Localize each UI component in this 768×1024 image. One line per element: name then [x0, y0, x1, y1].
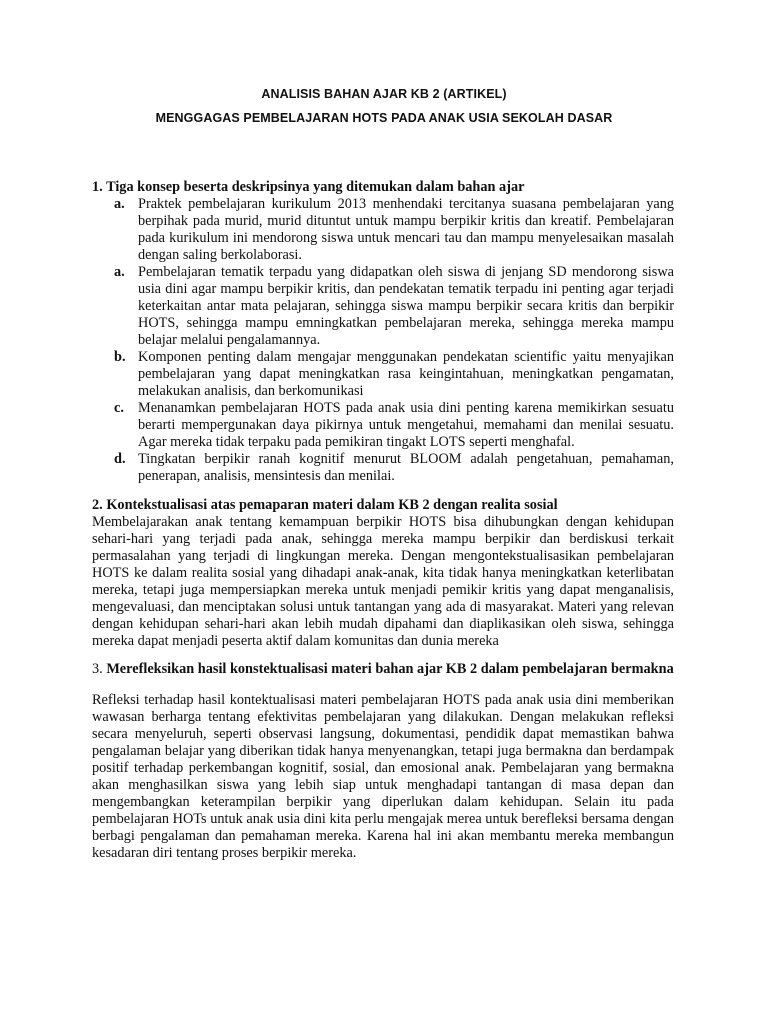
list-item-text: Pembelajaran tematik terpadu yang didapatkan oleh siswa di jenjang SD mendorong siswa usia dini agar mampu berpikir kritis, dan pendekatan tematik terpadu ini penting agar terjadi keterkaitan antar mata pelajaran, sehingga siswa mampu berpikir secara kritis dan berpikir HOTS, sehingga mampu emningkatkan pembelajaran mereka, sehingga mereka mampu belajar melalui pengalamannya. [138, 264, 674, 348]
list-item [92, 264, 674, 349]
section-1-heading-text: Tiga konsep beserta deskripsinya yang ditemukan dalam bahan ajar [106, 179, 525, 195]
document-body [92, 179, 674, 862]
section-1-list [92, 196, 674, 485]
list-item-text: Tingkatan berpikir ranah kognitif menurut BLOOM adalah pengetahuan, pemahaman, penerapan, analisis, mensintesis dan menilai. [138, 451, 674, 484]
document-title: ANALISIS BAHAN AJAR KB 2 (ARTIKEL) [261, 87, 507, 101]
list-marker: d. [114, 451, 126, 467]
list-marker: b. [114, 349, 126, 365]
document-subtitle: MENGGAGAS PEMBELAJARAN HOTS PADA ANAK USIA SEKOLAH DASAR [155, 111, 613, 125]
list-item [92, 349, 674, 400]
title-block [0, 86, 768, 126]
section-2-paragraph: Membelajarakan anak tentang kemampuan berpikir HOTS bisa dihubungkan dengan kehidupan sehari-hari yang terjadi pada anak, sehingga mereka mampu berpikir dan berdiskusi terkait permasalahan yang terjadi di lingkungan mereka. Dengan mengontekstualisasikan pembelajaran HOTS ke dalam realita sosial yang dihadapi anak-anak, kita tidak hanya meningkatkan keterlibatan mereka, tetapi juga mempersiapkan mereka untuk menjadi pemikir kritis yang dapat menganalisis, mengevaluasi, dan menciptakan solusi untuk tantangan yang ada di masyarakat. Materi yang relevan dengan kehidupan sehari-hari akan lebih mudah dipahami dan diaplikasikan oleh siswa, sehingga mereka dapat menjadi peserta aktif dalam komunitas dan dunia mereka [92, 514, 674, 649]
list-marker: a. [114, 264, 125, 280]
section-3 [92, 661, 674, 862]
section-1 [92, 179, 674, 485]
section-1-heading [92, 179, 674, 196]
section-2 [92, 497, 674, 650]
section-2-number: 2. [92, 497, 103, 513]
list-marker: c. [114, 400, 124, 416]
section-3-heading-text: Merefleksikan hasil konstektualisasi materi bahan ajar KB 2 dalam pembelajaran bermakna [106, 661, 674, 677]
list-item [92, 400, 674, 451]
list-marker: a. [114, 196, 125, 212]
list-item-text: Praktek pembelajaran kurikulum 2013 menhendaki tercitanya suasana pembelajaran yang berpihak pada murid, murid dituntut untuk mampu berpikir kritis dan kreatif. Pembelajaran pada kurikulum ini mendorong siswa untuk mencari tau dan mampu menyelesaikan masalah dengan saling berkolaborasi. [138, 196, 674, 263]
list-item [92, 451, 674, 485]
section-3-number: 3. [92, 661, 103, 677]
list-item-text: Komponen penting dalam mengajar menggunakan pendekatan scientific yaitu menyajikan pembelajaran yang dapat meningkatkan rasa keingintahuan, meningkatkan pengamatan, melakukan analisis, dan berkomunikasi [138, 349, 674, 399]
list-item [92, 196, 674, 264]
section-2-heading-text: Kontekstualisasi atas pemaparan materi dalam KB 2 dengan realita sosial [106, 497, 558, 513]
section-3-paragraph: Refleksi terhadap hasil kontektualisasi materi pembelajaran HOTS pada anak usia dini memberikan wawasan berharga tentang efektivitas pembelajaran yang dilakukan. Dengan melakukan refleksi secara menyeluruh, seperti observasi langsung, dokumentasi, pendidik dapat memastikan bahwa pengalaman belajar yang diberikan tidak hanya menyenangkan, tetapi juga bermakna dan berdampak positif terhadap perkembangan kognitif, sosial, dan emosional anak. Pembelajaran yang bermakna akan menghasilkan siswa yang lebih siap untuk menghadapi tantangan di masa depan dan mengembangkan keterampilan berpikir yang diperlukan dalam kehidupan. Selain itu pada pembelajaran HOTs untuk anak usia dini kita perlu mengajak merea untuk berefleksi bersama dengan berbagi pengalaman dan pemahaman mereka. Karena hal ini akan membantu mereka membangun kesadaran diri tentang proses berpikir mereka. [92, 692, 674, 861]
section-2-heading [92, 497, 674, 514]
section-3-heading [92, 661, 674, 678]
section-1-number: 1. [92, 179, 103, 195]
list-item-text: Menanamkan pembelajaran HOTS pada anak usia dini penting karena memikirkan sesuatu berarti mempergunakan daya pikirnya untuk mengetahui, memahami dan menilai sesuatu. Agar mereka tidak terpaku pada pemikiran tingakt LOTS seperti menghafal. [138, 400, 674, 450]
